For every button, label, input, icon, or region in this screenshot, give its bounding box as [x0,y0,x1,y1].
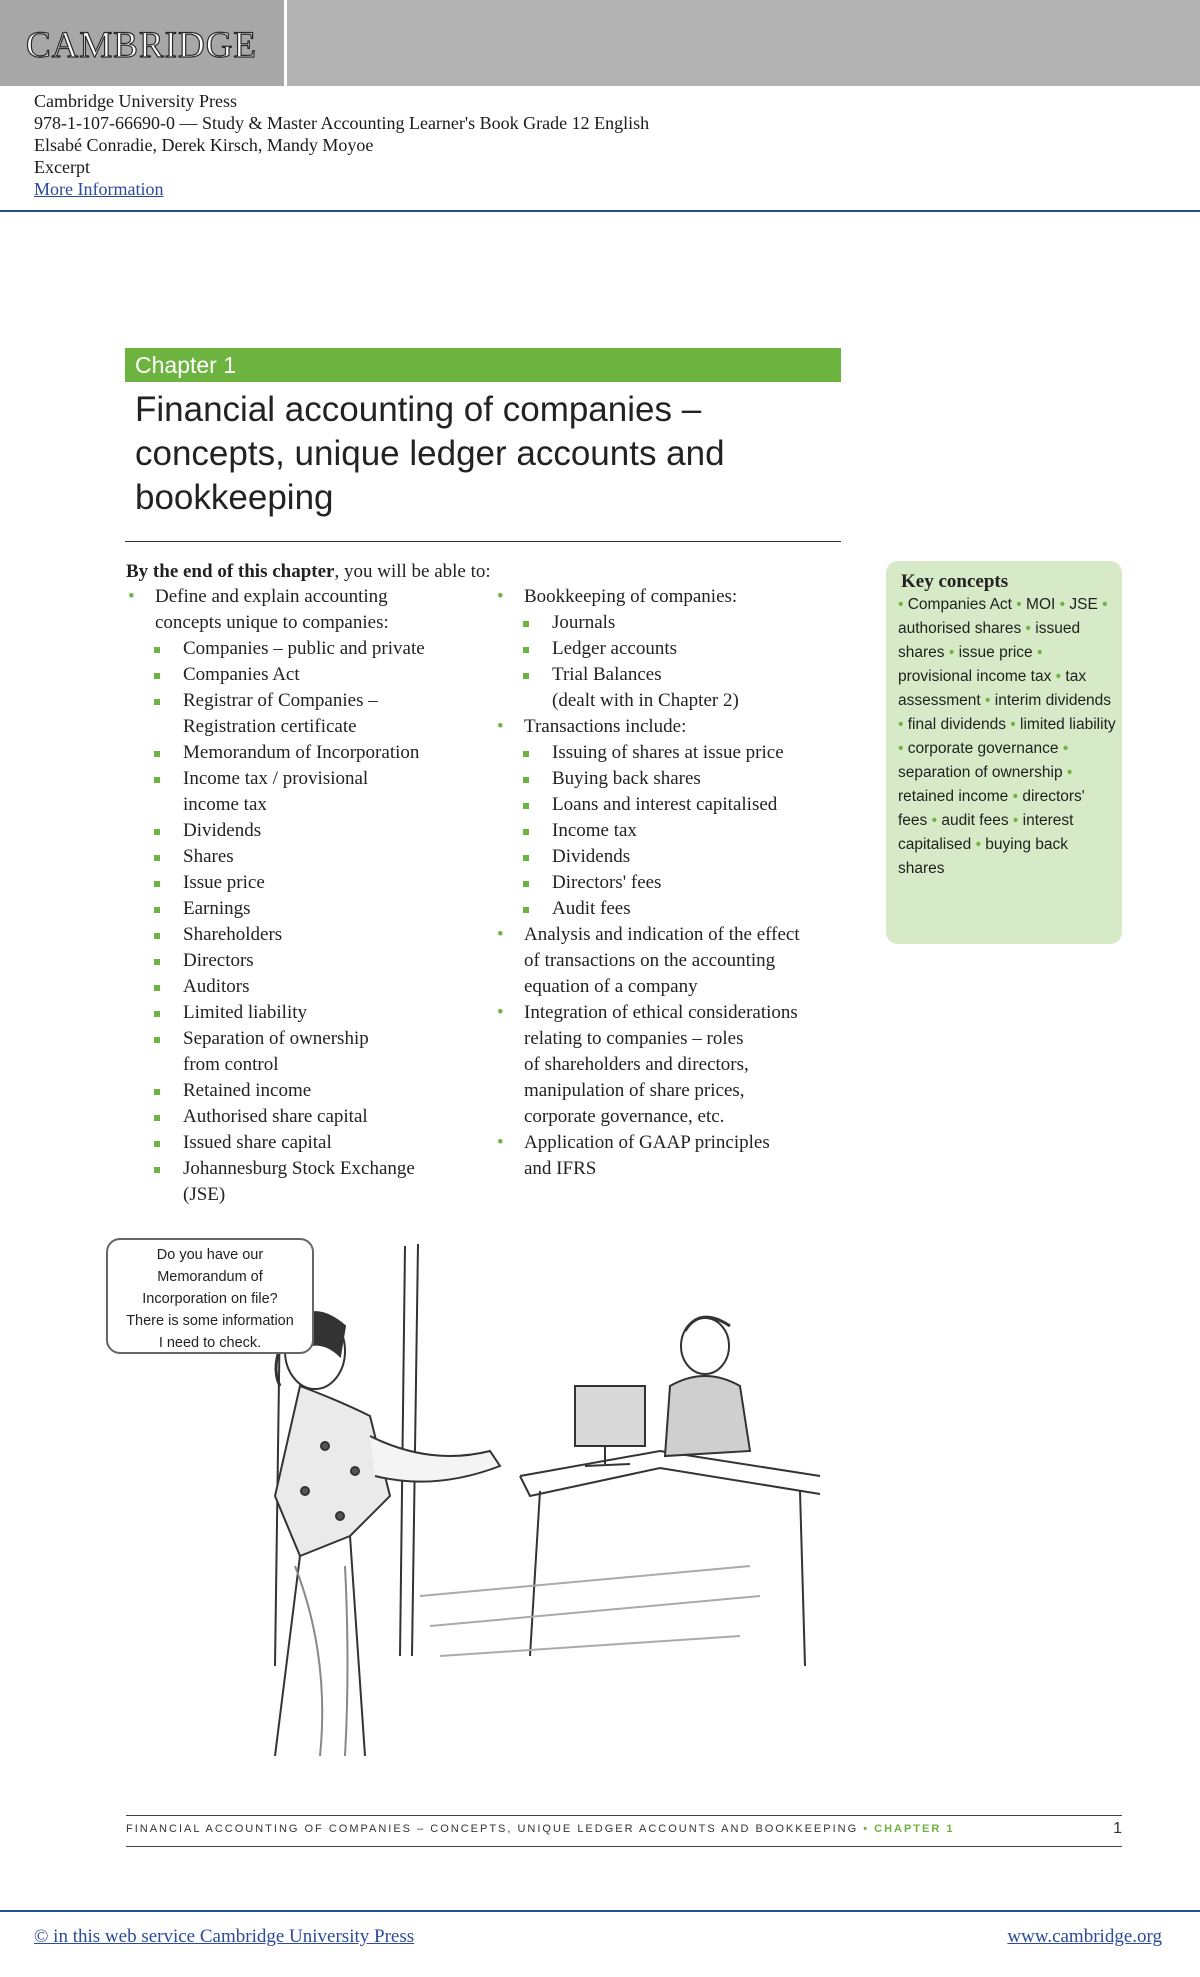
header-divider [0,210,1200,212]
key-concept: audit fees [941,812,1009,829]
key-concept-bullet: • [1102,596,1108,613]
speech-bubble [106,1238,314,1354]
objective-line: Buying back shares [552,768,701,789]
footer-divider [0,1910,1200,1912]
objective-line: Shares [183,846,234,867]
objective-line: Limited liability [183,1002,308,1023]
key-concept-bullet: • [1059,596,1070,613]
objective-line: Shareholders [183,924,283,945]
authors: Elsabé Conradie, Derek Kirsch, Mandy Moyoe [34,135,374,155]
objective-line: Auditors [183,976,250,997]
objective-item [126,636,496,662]
chapter-title-line: concepts, unique ledger accounts and [135,434,725,473]
objective-item [495,922,845,1000]
objective-line: • Transactions include: [524,716,687,737]
key-concept: Companies Act [907,596,1012,613]
objective-item [126,818,496,844]
objective-line: Registration certificate [183,716,357,737]
objective-line: • Bookkeeping of companies: [524,586,738,607]
key-concept: tax assessment [898,668,1087,709]
key-concept-bullet: • [898,716,908,733]
key-concept: directors' fees [898,788,1085,829]
objective-item [495,1130,845,1182]
objective-line: Issuing of shares at issue price [552,742,784,763]
key-concept-bullet: • [948,644,959,661]
chapter-label: Chapter 1 [135,352,237,378]
key-concepts-title: Key concepts [901,571,1009,592]
key-concept: corporate governance [907,740,1059,757]
objective-line: Authorised share capital [183,1106,368,1127]
running-foot-separator: • [863,1823,870,1835]
objective-item [126,948,496,974]
objective-line: Directors [183,950,254,971]
objectives-intro [126,561,491,583]
objective-line: corporate governance, etc. [524,1106,725,1127]
objective-item [126,1104,496,1130]
objective-item [126,662,496,688]
key-concept-bullet: • [1036,644,1043,661]
chapter-title-line: bookkeeping [135,478,334,517]
excerpt-label: Excerpt [34,157,90,177]
objective-line: Audit fees [552,898,631,919]
cambridge-logo: CAMBRIDGE [26,25,258,66]
objectives-column-2 [495,584,845,1182]
key-concept: retained income [898,788,1009,805]
objective-item [495,766,845,792]
objective-item [495,792,845,818]
objective-line: Loans and interest capitalised [552,794,778,815]
key-concept: provisional income tax [898,668,1052,685]
book-metadata [34,90,649,200]
isbn-line: 978-1-107-66690-0 — Study & Master Accounting Learner's Book Grade 12 English [34,113,650,133]
key-concept: authorised shares [898,620,1022,637]
objective-item [495,844,845,870]
objective-line: Companies – public and private [183,638,425,659]
key-concept: JSE [1069,596,1098,613]
objective-item [495,1000,845,1130]
key-concept-bullet: • [1010,716,1021,733]
objective-item [495,740,845,766]
objective-line: of transactions on the accounting [524,950,776,971]
objective-item [495,662,845,714]
key-concept: issued shares [898,620,1081,661]
footer-left [34,1926,414,1948]
objective-line: income tax [183,794,267,815]
key-concept-bullet: • [898,740,908,757]
objective-line: Journals [552,612,616,633]
objective-item [126,922,496,948]
objectives-list [126,584,496,1208]
objective-line: • Integration of ethical considerations [524,1002,798,1023]
objective-line: Memorandum of Incorporation [183,742,420,763]
objective-item [126,1000,496,1026]
speech-line: Incorporation on file? [142,1291,278,1307]
objectives-intro-rest: , you will be able to: [334,561,491,582]
objective-item [126,740,496,766]
objective-line: Johannesburg Stock Exchange [183,1158,415,1179]
key-concept: separation of ownership [898,764,1063,781]
objective-item [126,1078,496,1104]
objective-line: Dividends [183,820,262,841]
objective-line: Companies Act [183,664,300,685]
key-concept: limited liability [1020,716,1116,733]
objectives-list [495,584,845,1182]
objective-item [495,896,845,922]
objective-line: • Application of GAAP principles [524,1132,770,1153]
footer-right [1007,1926,1162,1948]
key-concept: issue price [958,644,1033,661]
objective-item [126,1130,496,1156]
key-concept-bullet: • [1012,788,1023,805]
objective-line: equation of a company [524,976,698,997]
objective-item [126,974,496,1000]
objective-item [126,844,496,870]
more-information-link[interactable]: More Information [34,179,164,199]
objective-item [495,584,845,610]
objective-line: relating to companies – roles [524,1028,744,1049]
objective-line: Registrar of Companies – [183,690,378,711]
objective-line: Earnings [183,898,251,919]
objective-item [126,870,496,896]
objective-line: Ledger accounts [552,638,678,659]
objective-line: • Analysis and indication of the effect [524,924,800,945]
objective-item [126,766,496,818]
objective-line: Income tax [552,820,637,841]
logo-panel [0,0,287,86]
objective-line: Issue price [183,872,265,893]
speech-line: Memorandum of [157,1269,263,1285]
objectives-column-1 [126,584,496,1208]
objective-item [495,818,845,844]
page-number: 1 [1113,1820,1122,1837]
key-concept: MOI [1026,596,1056,613]
objective-line: • Define and explain accounting [155,586,388,607]
objective-line: Dividends [552,846,631,867]
running-foot-rule-bottom [126,1846,1122,1847]
objectives-intro-bold: By the end of this chapter [126,561,335,582]
objective-line: of shareholders and directors, [524,1054,749,1075]
objective-line: from control [183,1054,279,1075]
speech-line: I need to check. [158,1335,262,1351]
objective-line: and IFRS [524,1158,597,1179]
objective-item [126,688,496,740]
key-concept-bullet: • [985,692,995,709]
copyright-link[interactable]: © in this web service Cambridge University Press [34,1926,415,1947]
chapter-title-line: Financial accounting of companies – [135,390,702,429]
key-concepts-list [898,593,1116,881]
key-concept-bullet: • [975,836,986,853]
running-foot-text: FINANCIAL ACCOUNTING OF COMPANIES – CONCEPTS, UNIQUE LEDGER ACCOUNTS AND BOOKKEEPING [126,1823,859,1835]
running-foot-rule-top [126,1815,1122,1816]
objective-item [126,1156,496,1208]
key-concept: final dividends [907,716,1006,733]
objective-line: Separation of ownership [183,1028,369,1049]
speech-line: Do you have our [156,1247,264,1263]
key-concept-bullet: • [1062,740,1069,757]
running-foot [126,1820,1122,1837]
objective-item [126,584,496,636]
chapter-bar [125,348,841,382]
objective-item [126,896,496,922]
key-concept-bullet: • [898,596,908,613]
key-concept-bullet: • [1012,812,1023,829]
objective-line: Issued share capital [183,1132,332,1153]
objective-item [495,714,845,740]
chapter-title [135,388,835,520]
objective-item [495,610,845,636]
key-concept: interest capitalised [898,812,1074,853]
key-concepts-box [886,561,1122,944]
key-concept: interim dividends [994,692,1112,709]
objective-line: concepts unique to companies: [155,612,389,633]
publisher: Cambridge University Press [34,91,237,111]
key-concept-bullet: • [1025,620,1036,637]
running-foot-chapter: CHAPTER 1 [874,1823,955,1835]
key-concept-bullet: • [931,812,942,829]
key-concept-bullet: • [1016,596,1027,613]
objective-item [495,636,845,662]
cambridge-site-link[interactable]: www.cambridge.org [1007,1926,1162,1947]
objective-line: Retained income [183,1080,312,1101]
objective-item [495,870,845,896]
key-concept-bullet: • [1066,764,1073,781]
key-concept: buying back shares [898,836,1069,877]
objective-item [126,1026,496,1078]
title-divider [125,541,841,542]
key-concept-bullet: • [1055,668,1066,685]
speech-line: There is some information [126,1313,294,1329]
objective-line: manipulation of share prices, [524,1080,745,1101]
objective-line: Directors' fees [552,872,662,893]
objective-line: (JSE) [183,1184,226,1205]
objective-line: Income tax / provisional [183,768,369,789]
objective-line: Trial Balances [552,664,662,685]
objective-line: (dealt with in Chapter 2) [552,690,739,711]
